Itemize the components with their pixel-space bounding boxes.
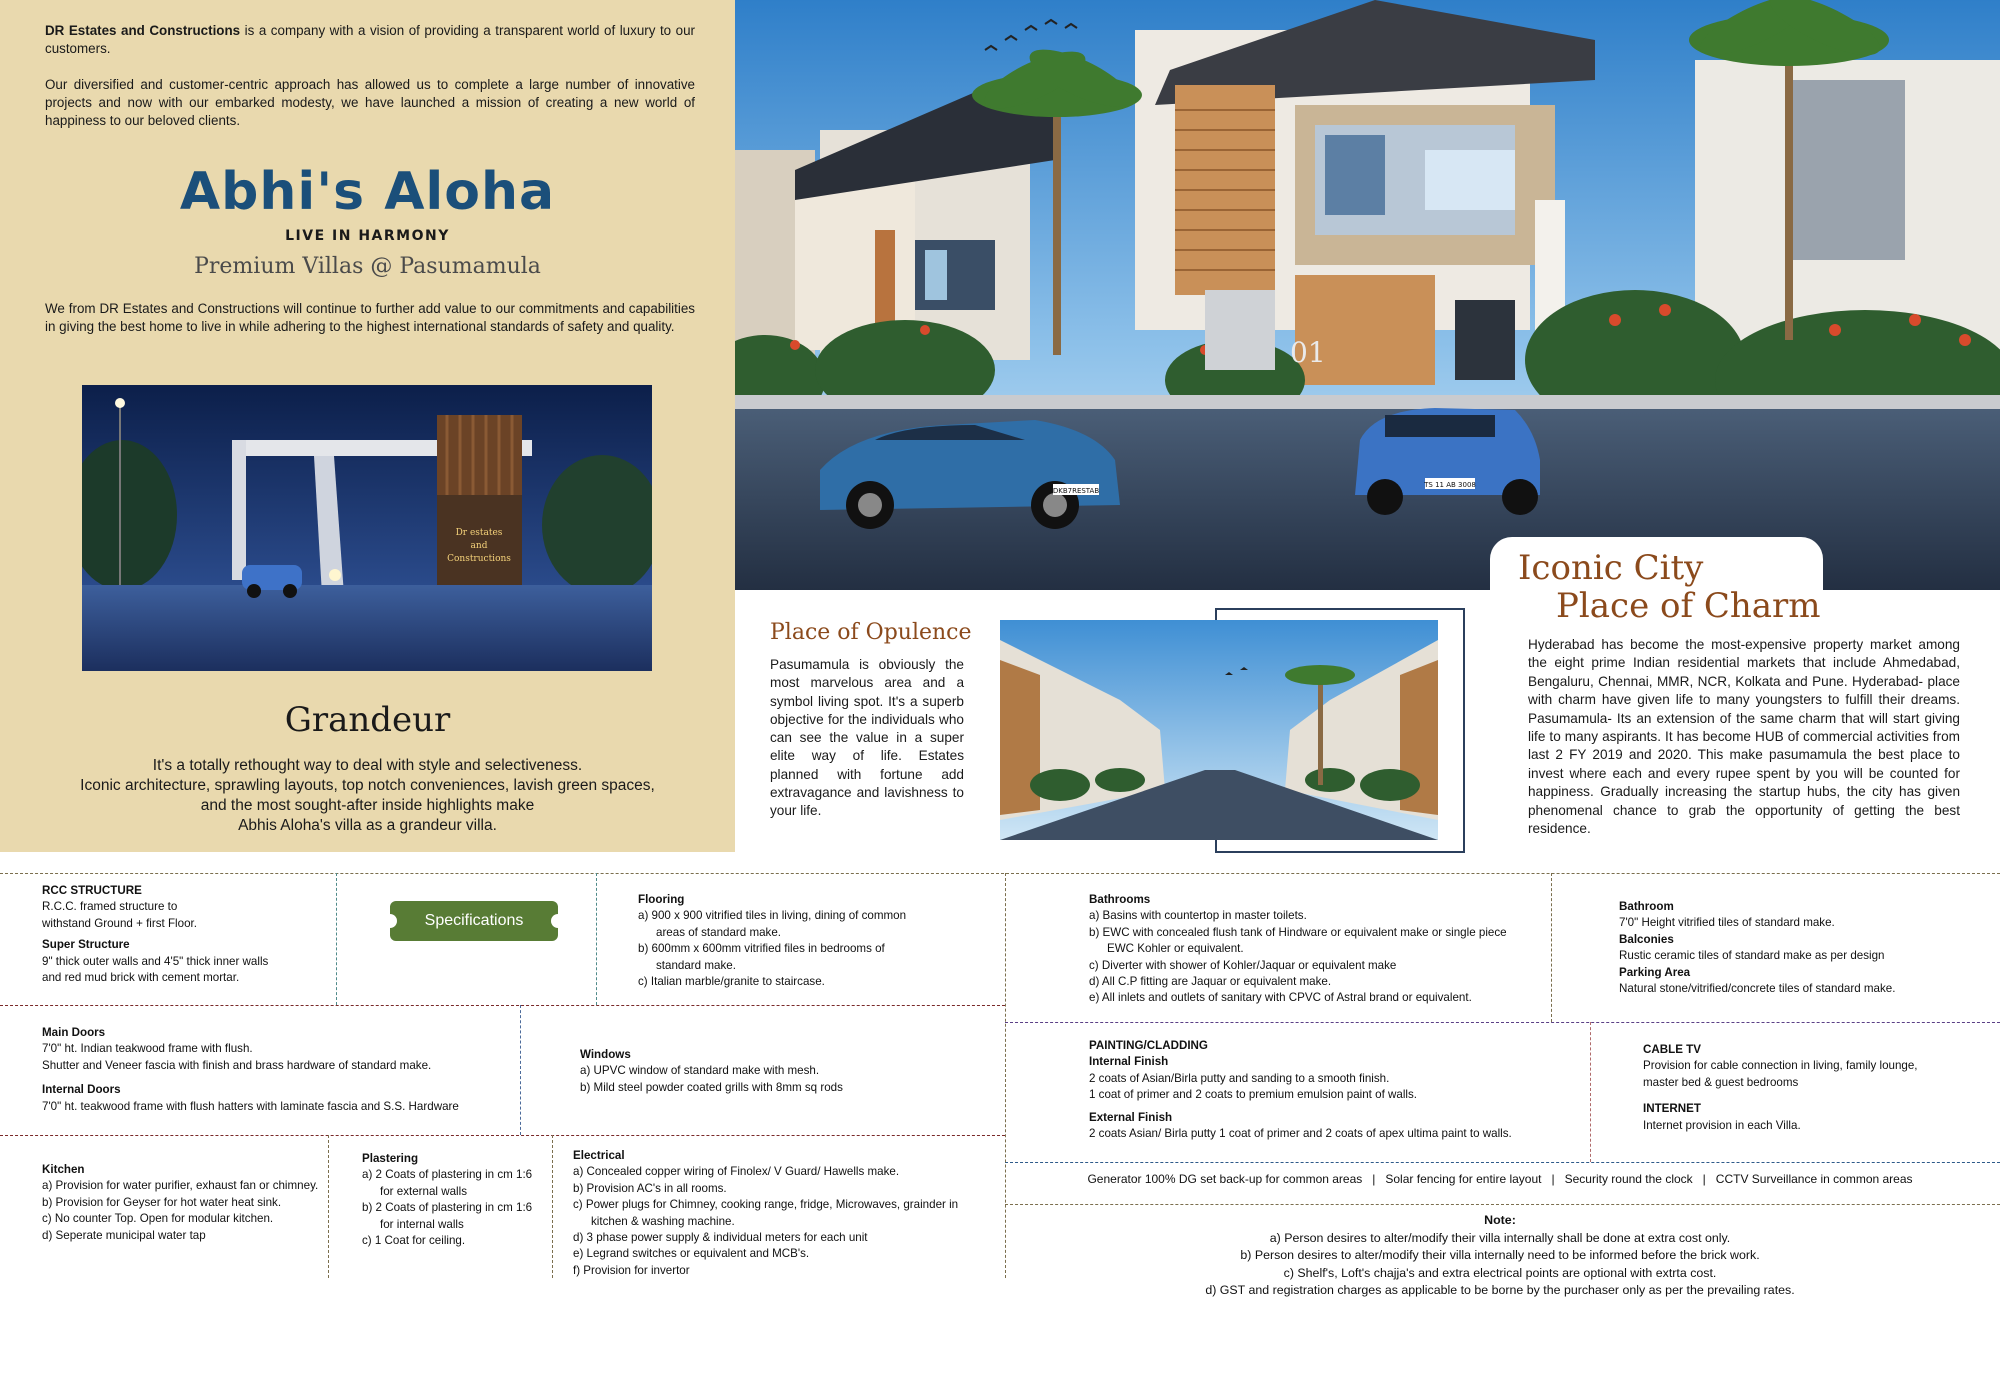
divider <box>0 1135 1005 1136</box>
spec-line: Internet provision in each Villa. <box>1643 1118 1801 1132</box>
spec-subtitle: External Finish <box>1089 1110 1173 1124</box>
divider <box>328 1135 329 1278</box>
spec-item: d) Seperate municipal water tap <box>42 1228 206 1242</box>
commitment-text: We from DR Estates and Constructions will continue to further add value to our commitments and capabilities in giving the best home to live in while adhering to the highest international standards of safety and quality. <box>45 301 695 334</box>
intro-panel <box>0 0 735 852</box>
divider <box>336 873 337 1005</box>
spec-item: c) No counter Top. Open for modular kitchen. <box>42 1212 274 1226</box>
gate-sign-line2: and <box>470 541 488 551</box>
divider <box>1005 1162 2000 1163</box>
grandeur-line: Iconic architecture, sprawling layouts, top notch conveniences, lavish green spaces, <box>80 777 655 794</box>
grandeur-heading: Grandeur <box>284 700 451 740</box>
spec-title: INTERNET <box>1643 1102 1701 1116</box>
spec-item: c) 1 Coat for ceiling. <box>362 1234 466 1248</box>
note-item: d) GST and registration charges as applicable to be borne by the purchaser only as per the prevailing rates. <box>1205 1283 1795 1297</box>
divider <box>0 1005 1005 1006</box>
spec-item: a) 2 Coats of plastering in cm 1:6 for external walls <box>362 1168 533 1198</box>
intro-p2: Our diversified and customer-centric approach has allowed us to complete a large number of innovative projects and now with our embarked modesty, we have launched a mission of creating a new world of happiness to our beloved clients. <box>45 77 695 128</box>
spec-title: Balconies <box>1619 932 1674 946</box>
spec-title: Bathrooms <box>1089 893 1151 906</box>
spec-title: CABLE TV <box>1643 1043 1701 1056</box>
gate-sign-line1: Dr estates <box>455 528 503 538</box>
spec-line: 7'0" ht. teakwood frame with flush hatters with laminate fascia and S.S. Hardware <box>42 1099 459 1113</box>
spec-item: a) Provision for water purifier, exhaust fan or chimney. <box>42 1179 319 1193</box>
divider <box>552 1135 553 1278</box>
villa-street-image <box>1000 620 1438 840</box>
spec-item: a) Basins with countertop in master toilets. <box>1089 909 1307 923</box>
spec-kitchen <box>42 1162 320 1244</box>
company-name: DR Estates and Constructions <box>45 23 241 38</box>
opulence-heading: Place of Opulence <box>770 620 972 645</box>
spec-line: and red mud brick with cement mortar. <box>42 971 240 985</box>
spec-doors <box>42 1025 512 1115</box>
spec-title: PAINTING/CLADDING <box>1089 1039 1208 1052</box>
spec-line: 2 coats of Asian/Birla putty and sanding to a smooth finish. <box>1089 1071 1390 1085</box>
spec-item: b) Mild steel powder coated grills with 8mm sq rods <box>580 1080 843 1094</box>
iconic-heading-line2: Place of Charm <box>1556 586 1821 626</box>
spec-title: Main Doors <box>42 1026 106 1039</box>
spec-line: 2 coats Asian/ Birla putty 1 coat of primer and 2 coats of apex ultima paint to walls. <box>1089 1127 1512 1141</box>
divider <box>1590 1022 1591 1162</box>
iconic-heading-line1: Iconic City <box>1518 548 1704 588</box>
spec-item: a) UPVC window of standard make with mesh. <box>580 1064 820 1078</box>
spec-line: master bed & guest bedrooms <box>1643 1075 1799 1089</box>
spec-item: a) Concealed copper wiring of Finolex/ V Guard/ Hawells make. <box>573 1165 900 1179</box>
spec-line: Natural stone/vitrified/concrete tiles of standard make. <box>1619 982 1896 996</box>
spec-item: b) 2 Coats of plastering in cm 1:6 for internal walls <box>362 1201 533 1231</box>
note-item: c) Shelf's, Loft's chajja's and extra electrical points are optional with extrta cost. <box>1283 1265 1717 1280</box>
spec-tiles <box>1619 899 1989 997</box>
spec-line: withstand Ground + first Floor. <box>42 916 197 930</box>
gate-sign-line3: Constructions <box>447 554 511 564</box>
note-title: Note: <box>1484 1213 1516 1227</box>
note-item: b) Person desires to alter/modify their villa internally need to be informed before the brick work. <box>1240 1248 1760 1262</box>
divider <box>1005 1204 2000 1205</box>
spec-painting <box>1089 1038 1579 1142</box>
divider <box>1551 873 1552 1022</box>
opulence-body: Pasumamula is obviously the most marvelous area and a symbol living spot. It's a superb objective for the individuals who can see the value in a super elite way of life. Estates planned with fortune add extravagance and lavishness to your life. <box>770 657 964 819</box>
spec-bathrooms <box>1089 892 1534 1007</box>
spec-windows <box>580 1047 990 1096</box>
spec-title: Kitchen <box>42 1163 85 1176</box>
grandeur-line: It's a totally rethought way to deal with style and selectiveness. <box>152 757 583 774</box>
car1-plate: DKB7RESTAB <box>1052 487 1100 495</box>
brand-subtitle: Premium Villas @ Pasumamula <box>194 254 541 279</box>
spec-item: d) 3 phase power supply & individual meters for each unit <box>573 1231 868 1245</box>
spec-item: a) 900 x 900 vitrified tiles in living, dining of common areas of standard make. <box>638 909 907 939</box>
note-block <box>1005 1212 1995 1300</box>
spec-item: b) Provision AC's in all rooms. <box>573 1181 727 1195</box>
intro-p1: is a company with a vision of providing a transparent world of luxury to our customers. <box>45 23 695 56</box>
spec-line: 9" thick outer walls and 4'5" thick inner walls <box>42 954 269 968</box>
spec-item: f) Provision for invertor <box>573 1263 690 1277</box>
grandeur-line: and the most sought-after inside highlights make <box>200 797 535 814</box>
spec-title: Bathroom <box>1619 900 1674 913</box>
spec-electrical <box>573 1148 993 1279</box>
villa-number: 01 <box>1290 336 1326 369</box>
spec-title: RCC STRUCTURE <box>42 884 142 897</box>
spec-flooring <box>638 892 918 990</box>
spec-item: d) All C.P fitting are Jaquar or equivalent make. <box>1089 975 1332 989</box>
spec-line: 1 coat of primer and 2 coats to premium emulsion paint of walls. <box>1089 1088 1417 1102</box>
spec-title: Parking Area <box>1619 965 1691 979</box>
intro-text <box>45 22 695 148</box>
divider <box>596 873 597 1005</box>
brand-title: Abhi's Aloha <box>179 162 556 222</box>
brand-tagline: LIVE IN HARMONY <box>285 228 450 244</box>
spec-item: e) Legrand switches or equivalent and MCB's. <box>573 1247 810 1261</box>
spec-title: Flooring <box>638 893 685 906</box>
spec-subtitle: Internal Finish <box>1089 1055 1169 1069</box>
divider <box>520 1005 521 1135</box>
gate-night-image <box>82 385 652 671</box>
spec-item: e) All inlets and outlets of sanitary with CPVC of Astral brand or equivalent. <box>1089 991 1472 1005</box>
spec-plastering <box>362 1151 542 1249</box>
spec-line: 7'0" ht. Indian teakwood frame with flush. <box>42 1042 253 1056</box>
spec-line: 7'0" Height vitrified tiles of standard make. <box>1619 916 1835 930</box>
grandeur-line: Abhis Aloha's villa as a grandeur villa. <box>238 817 497 834</box>
iconic-body: Hyderabad has become the most-expensive property market among the eight prime Indian residential markets that include Ahmedabad, Bengaluru, Chennai, MMR, NCR, Kolkata and Pune. Hyderabad- place with charm have given life to many youngsters to fulfill their dreams. Pasumamula- Its an extension of the same charm that will start giving life to many aspirants. It has become HUB of commercial activities from last 2 FY 2019 and 2020. This make pasumamula the best place to invest where each and every rupee spent by you will be counted for happiness. Gradually increasing the startup hubs, the city has given phenomenal chance to grab the opportunity of getting the best residence. <box>1528 637 1960 837</box>
spec-line: Rustic ceramic tiles of standard make as per design <box>1619 949 1885 963</box>
spec-title: Internal Doors <box>42 1083 121 1097</box>
car2-plate: TS 11 AB 3008 <box>1424 481 1476 489</box>
spec-title: Plastering <box>362 1152 419 1165</box>
spec-line: Shutter and Veneer fascia with finish and brass hardware of standard make. <box>42 1058 432 1072</box>
spec-title: Super Structure <box>42 938 130 952</box>
spec-item: b) EWC with concealed flush tank of Hindware or equivalent make or single piece EWC Kohler or equivalent. <box>1089 925 1507 956</box>
spec-line: Provision for cable connection in living, family lounge, <box>1643 1059 1918 1073</box>
spec-item: c) Power plugs for Chimney, cooking range, fridge, Microwaves, grainder in kitchen & washing machine. <box>573 1198 959 1228</box>
spec-item: b) Provision for Geyser for hot water heat sink. <box>42 1195 282 1209</box>
divider <box>0 873 2000 874</box>
spec-item: c) Italian marble/granite to staircase. <box>638 975 825 989</box>
spec-line: R.C.C. framed structure to <box>42 900 178 914</box>
spec-item: c) Diverter with shower of Kohler/Jaquar or equivalent make <box>1089 958 1397 972</box>
specifications-badge: Specifications <box>390 901 558 941</box>
spec-rcc <box>42 883 327 986</box>
spec-title: Electrical <box>573 1149 625 1162</box>
grandeur-text <box>60 756 675 836</box>
amenities-strip: Generator 100% DG set back-up for common areas | Solar fencing for entire layout | Security round the clock | CCTV Surveillance in common areas <box>1087 1172 1913 1186</box>
note-item: a) Person desires to alter/modify their villa internally shall be done at extra cost only. <box>1269 1230 1731 1245</box>
spec-item: b) 600mm x 600mm vitrified files in bedrooms of standard make. <box>638 942 885 972</box>
divider <box>1005 1022 2000 1023</box>
spec-cable-internet <box>1643 1042 1983 1134</box>
spec-title: Windows <box>580 1048 631 1061</box>
villa-hero-image <box>735 0 2000 590</box>
